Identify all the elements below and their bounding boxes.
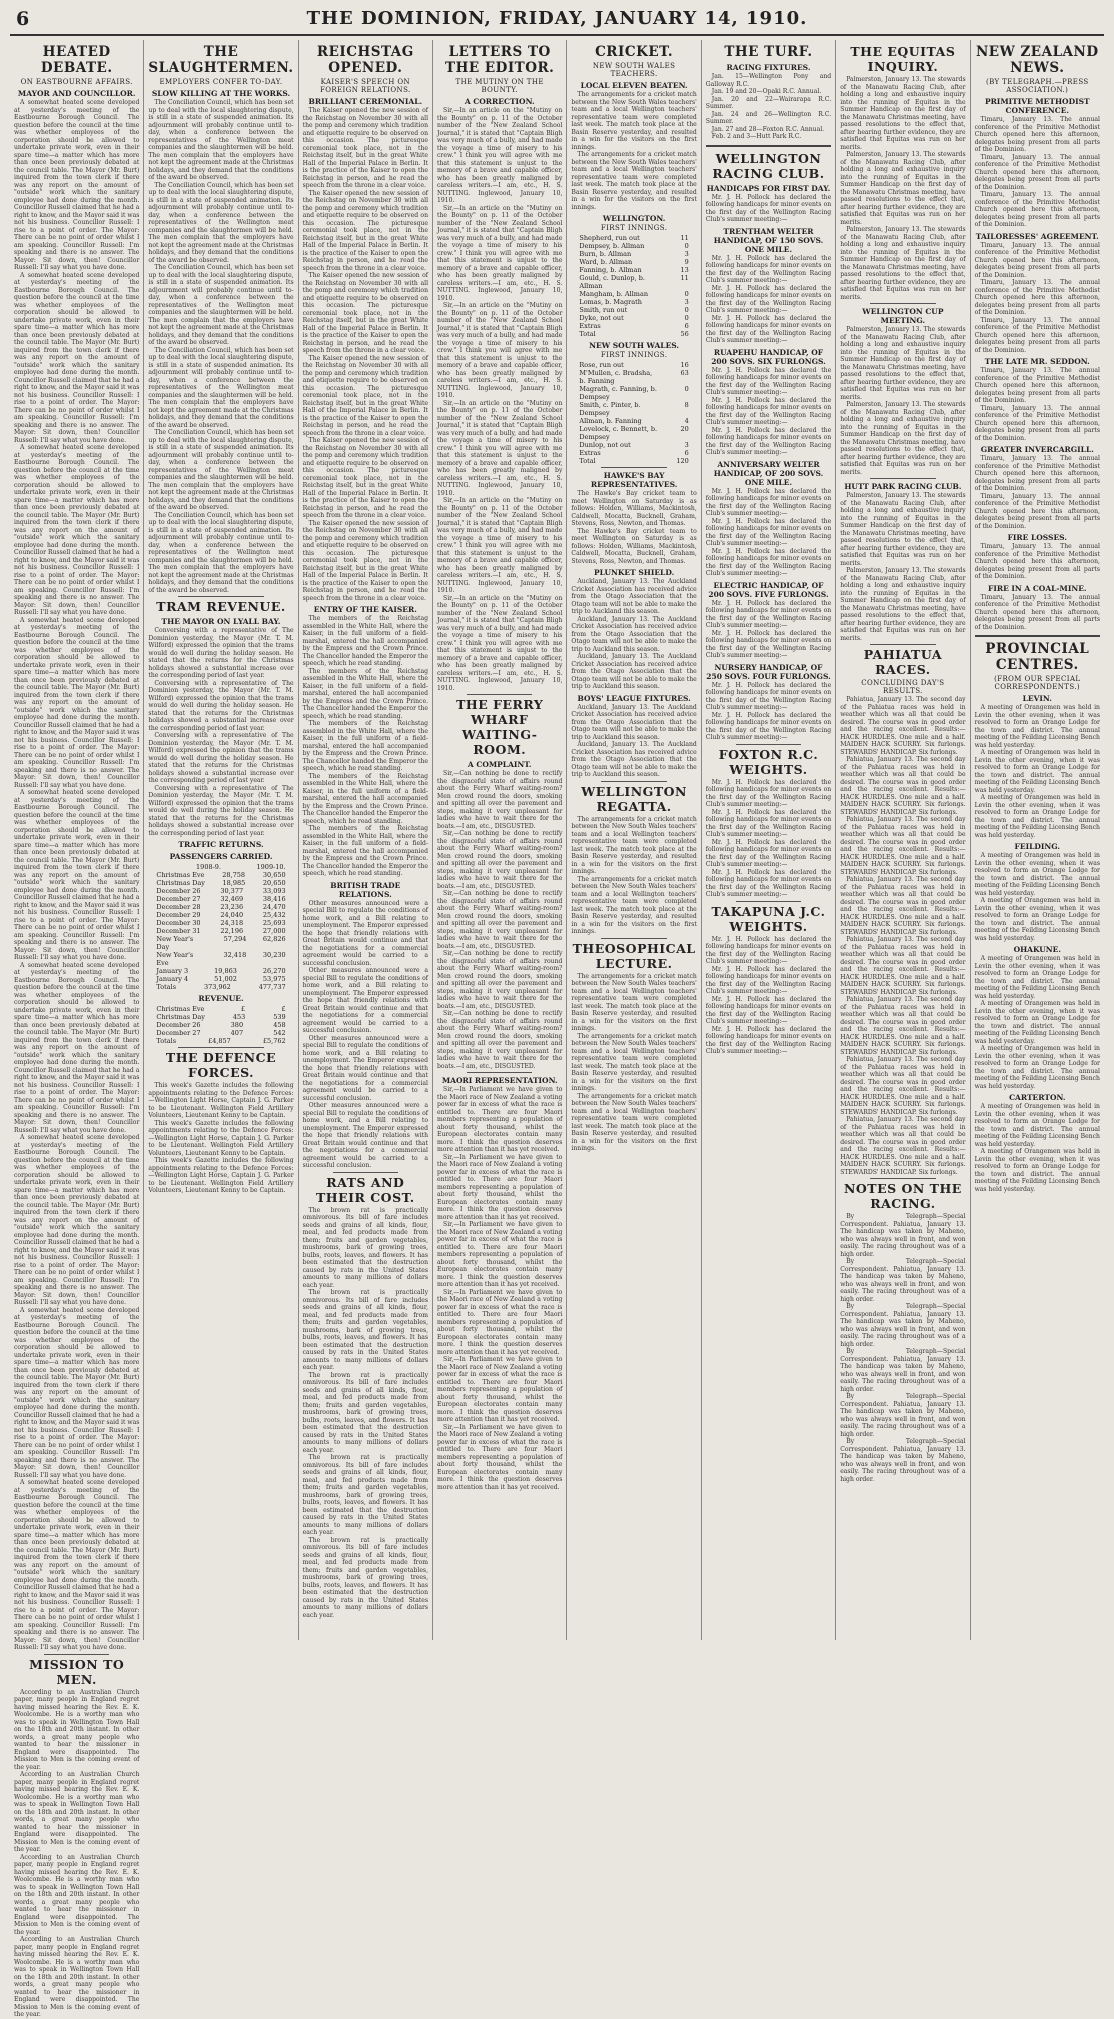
headline: TAKAPUNA J.C. WEIGHTS. [711,903,826,934]
article-body: The arrangements for a cricket match between the New South Wales teachers' team and a local Wellington teachers' representative team were completed last week. The match took place at the Basin Reserve yesterday, and resulted in a win for the visitors on the first innings. The arrangements for a cricket match between the New South Wales teachers' team and a local Wellington teachers' representative team were completed last week. The match took place at the Basin Reserve yesterday, and resulted in a win for the visitors on the first innings. [571,91,697,211]
table-cell: 3 [684,441,689,449]
section-heading: THE LATE MR. SEDDON. [984,357,1090,366]
article-body: Timaru, January 13. The annual conference of the Primitive Methodist Church opened here this afternoon, delegates being present from all parts of the Dominion. Timaru, January 13. The annual conference of the Primitive Methodist Church opened here this afternoon, delegates being present from all parts of the Dominion. Timaru, January 13. The annual conference of the Primitive Methodist Church opened here this afternoon, delegates being present from all parts of the Dominion. [974,241,1100,354]
newspaper-title: THE DOMINION, FRIDAY, JANUARY 14, 1910. [306,8,808,29]
subheadline: ON EASTBOURNE AFFAIRS. [20,78,133,86]
table-cell: 24,318 [220,919,244,927]
table-row [156,1005,285,1013]
table-cell: 11 [680,274,689,282]
column-1 [10,40,144,2018]
table-cell: December 29 [156,911,201,919]
table-cell: Dyke, not out [579,314,624,322]
subheadline: (BY TELEGRAPH.—PRESS ASSOCIATION.) [985,78,1089,94]
table-cell: 4 [684,417,689,425]
headline: THEOSOPHICAL LECTURE. [572,940,696,971]
table-cell: 3 [684,250,689,258]
section-heading: LOCAL ELEVEN BEATEN. [580,81,688,90]
table-cell: December 26 [156,1021,201,1029]
article-body: The arrangements for a cricket match between the New South Wales teachers' team and a local Wellington teachers' representative team were completed last week. The match took place at the Basin Reserve yesterday, and resulted in a win for the visitors on the first innings. The arrangements for a cricket match between the New South Wales teachers' team and a local Wellington teachers' representative team were completed last week. The match took place at the Basin Reserve yesterday, and resulted in a win for the visitors on the first innings. [571,815,697,935]
table-cell: Totals [156,1037,177,1045]
table-cell: Smith, run out [579,306,628,314]
column-7 [836,40,970,1640]
table-row [579,417,688,425]
headline: FOXTON R.C. WEIGHTS. [718,746,819,777]
article-body: The Hawke's Bay cricket team to meet Wellington on Saturday is as follows: Holden, Williams, Mackintosh, Caldwell, Mocatta, Bucknell, Graham, Stevens, Ross, Newton, and Thomas. The Hawke's Bay cricket team to meet Wellington on Saturday is as follows: Holden, Williams, Mackintosh, Caldwell, Mocatta, Bucknell, Graham, Stevens, Ross, Newton, and Thomas. [571,490,697,565]
article-body: Timaru, January 13. The annual conference of the Primitive Methodist Church opened here this afternoon, delegates being present from all parts of the Dominion. Timaru, January 13. The annual conference of the Primitive Methodist Church opened here this afternoon, delegates being present from all parts of the Dominion. [974,367,1100,442]
article-body: A somewhat heated scene developed at yesterday's meeting of the Eastbourne Borough Council. The question before the council at the time was whether employees of the corporation should be allowed to undertake private work, even in their spare time—a matter which has more than once been previously debated at the council table. The Mayor (Mr. Burt) inquired from the town clerk if there was any report on the amount of "outside" work which the sanitary employee had done during the month. Councillor Russell claimed that he had a right to know, and the Mayor said it was not his business. Councillor Russell: I rise to a point of order. The Mayor: There can be no point of order whilst I am speaking. Councillor Russell: I'm speaking and there is no answer. The Mayor: Sit down, then! Councillor Russell: I'll say what you have done. A somewhat heated scene developed at yesterday's meeting of the Eastbourne Borough Council. The question before the council at the time was whether employees of the corporation should be allowed to undertake private work, even in their spare time—a matter which has more than once been previously debated at the council table. The Mayor (Mr. Burt) inquired from the town clerk if there was any report on the amount of "outside" work which the sanitary employee had done during the month. Councillor Russell claimed that he had a right to know, and the Mayor said it was not his business. Councillor Russell: I rise to a point of order. The Mayor: There can be no point of order whilst I am speaking. Councillor Russell: I'm speaking and there is no answer. The Mayor: Sit down, then! Councillor Russell: I'll say what you have done. A somewhat heated scene developed at yesterday's meeting of the Eastbourne Borough Council. The question before the council at the time was whether employees of the corporation should be allowed to undertake private work, even in their spare time—a matter which has more than once been previously debated at the council table. The Mayor (Mr. Burt) inquired from the town clerk if there was any report on the amount of "outside" work which the sanitary employee had done during the month. Councillor Russell claimed that he had a right to know, and the Mayor said it was not his business. Councillor Russell: I rise to a point of order. The Mayor: There can be no point of order whilst I am speaking. Councillor Russell: I'm speaking and there is no answer. The Mayor: Sit down, then! Councillor Russell: I'll say what you have done. A somewhat heated scene developed at yesterday's meeting of the Eastbourne Borough Council. The question before the council at the time was whether employees of the corporation should be allowed to undertake private work, even in their spare time—a matter which has more than once been previously debated at the council table. The Mayor (Mr. Burt) inquired from the town clerk if there was any report on the amount of "outside" work which the sanitary employee had done during the month. Councillor Russell claimed that he had a right to know, and the Mayor said it was not his business. Councillor Russell: I rise to a point of order. The Mayor: There can be no point of order whilst I am speaking. Councillor Russell: I'm speaking and there is no answer. The Mayor: Sit down, then! Councillor Russell: I'll say what you have done. A somewhat heated scene developed at yesterday's meeting of the Eastbourne Borough Council. The question before the council at the time was whether employees of the corporation should be allowed to undertake private work, even in their spare time—a matter which has more than once been previously debated at the council table. The Mayor (Mr. Burt) inquired from the town clerk if there was any report on the amount of "outside" work which the sanitary employee had done during the month. Councillor Russell claimed that he had a right to know, and the Mayor said it was not his business. Councillor Russell: I rise to a point of order. The Mayor: There can be no point of order whilst I am speaking. Councillor Russell: I'm speaking and there is no answer. The Mayor: Sit down, then! Councillor Russell: I'll say what you have done. A somewhat heated scene developed at yesterday's meeting of the Eastbourne Borough Council. The question before the council at the time was whether employees of the corporation should be allowed to undertake private work, even in their spare time—a matter which has more than once been previously debated at the council table. The Mayor (Mr. Burt) inquired from the town clerk if there was any report on the amount of "outside" work which the sanitary employee had done during the month. Councillor Russell claimed that he had a right to know, and the Mayor said it was not his business. Councillor Russell: I rise to a point of order. The Mayor: There can be no point of order whilst I am speaking. Councillor Russell: I'm speaking and there is no answer. The Mayor: Sit down, then! Councillor Russell: I'll say what you have done. A somewhat heated scene developed at yesterday's meeting of the Eastbourne Borough Council. The question before the council at the time was whether employees of the corporation should be allowed to undertake private work, even in their spare time—a matter which has more than once been previously debated at the council table. The Mayor (Mr. Burt) inquired from the town clerk if there was any report on the amount of "outside" work which the sanitary employee had done during the month. Councillor Russell claimed that he had a right to know, and the Mayor said it was not his business. Councillor Russell: I rise to a point of order. The Mayor: There can be no point of order whilst I am speaking. Councillor Russell: I'm speaking and there is no answer. The Mayor: Sit down, then! Councillor Russell: I'll say what you have done. A somewhat heated scene developed at yesterday's meeting of the Eastbourne Borough Council. The question before the council at the time was whether employees of the corporation should be allowed to undertake private work, even in their spare time—a matter which has more than once been previously debated at the council table. The Mayor (Mr. Burt) inquired from the town clerk if there was any report on the amount of "outside" work which the sanitary employee had done during the month. Councillor Russell claimed that he had a right to know, and the Mayor said it was not his business. Councillor Russell: I rise to a point of order. The Mayor: There can be no point of order whilst I am speaking. Councillor Russell: I'm speaking and there is no answer. The Mayor: Sit down, then! Councillor Russell: I'll say what you have done. A somewhat heated scene developed at yesterday's meeting of the Eastbourne Borough Council. The question before the council at the time was whether employees of the corporation should be allowed to undertake private work, even in their spare time—a matter which has more than once been previously debated at the council table. The Mayor (Mr. Burt) inquired from the town clerk if there was any report on the amount of "outside" work which the sanitary employee had done during the month. Councillor Russell claimed that he had a right to know, and the Mayor said it was not his business. Councillor Russell: I rise to a point of order. The Mayor: There can be no point of order whilst I am speaking. Councillor Russell: I'm speaking and there is no answer. The Mayor: Sit down, then! Councillor Russell: I'll say what you have done. [14,99,140,1651]
table-row [579,258,688,266]
table-row [156,895,285,903]
headline: HEATED DEBATE. [40,44,113,76]
table-cell: 22,196 [220,927,244,935]
revenue-table [156,1005,285,1045]
article-body: Palmerston, January 13. The stewards of the Manawatu Racing Club, after holding a long and exhaustive inquiry into the running of Equitas in the Summer Handicap on the first day of the Manawatu Christmas meeting, have passed resolutions to the effect that, after hearing further evidence, they are satisfied that Equitas was run on her merits. Palmerston, January 13. The stewards of the Manawatu Racing Club, after holding a long and exhaustive inquiry into the running of Equitas in the Summer Handicap on the first day of the Manawatu Christmas meeting, have passed resolutions to the effect that, after hearing further evidence, they are satisfied that Equitas was run on her merits. [840,326,966,476]
section-heading: PRIMITIVE METHODIST CONFERENCE. [984,97,1090,115]
section-heading: BRITISH TRADE RELATIONS. [330,880,401,899]
race-heading: RUAPEHU HANDICAP, OF 200 SOVS. SIX FURLONGS. [711,347,826,366]
table-cell: 56 [680,330,689,338]
headline: PROVINCIAL CENTRES. [985,641,1090,673]
section-heading: MAORI REPRESENTATION. [441,1076,558,1085]
section-heading: FEILDING. [1014,842,1060,851]
section-heading: BRILLIANT CEREMONIAL. [308,97,423,106]
section-heading: LEVIN. [1022,694,1052,703]
headline: THE EQUITAS INQUIRY. [850,44,956,74]
table-row [579,322,688,330]
table-cell: December 28 [156,903,201,911]
table-row [156,911,285,919]
table-cell: 32,469 [220,895,244,903]
table-cell: December 27 [156,895,201,903]
headline: PAHIATUA RACES. [863,647,943,677]
headline: CRICKET. [595,44,674,60]
table-cell: 53,975 [262,975,286,983]
table-cell: 458 [273,1021,286,1029]
column-6 [702,40,836,1640]
headline: NEW ZEALAND NEWS. [975,44,1099,76]
table-cell: 38,416 [262,895,286,903]
race-heading: NURSERY HANDICAP, OF 250 SOVS. FOUR FURLONGS. [706,662,831,681]
table-row [579,234,688,242]
article-body: A meeting of Orangemen was held in Levin the other evening, when it was resolved to form an Orange Lodge for the town and district. The annual meeting of the Feilding Licensing Bench was held yesterday. A meeting of Orangemen was held in Levin the other evening, when it was resolved to form an Orange Lodge for the town and district. The annual meeting of the Feilding Licensing Bench was held yesterday. [974,1103,1100,1193]
headline: NOTES ON THE RACING. [843,1181,962,1211]
table-row [156,927,285,935]
table-cell: 24,470 [262,903,286,911]
fixture-item: Feb. 2 and 3—Hutt Park R.C. [711,133,802,140]
table-cell: 0 [684,306,689,314]
table-row [579,242,688,250]
subheadline: THE MUTINY ON THE BOUNTY. [455,78,544,94]
table-cell: Lovelock, c. Bennett, b. Dempsey [579,425,658,441]
table-cell: 30,650 [262,871,286,879]
table-cell: Christmas Eve [156,871,205,879]
article-body: A meeting of Orangemen was held in Levin the other evening, when it was resolved to form an Orange Lodge for the town and district. The annual meeting of the Feilding Licensing Bench was held yesterday. A meeting of Orangemen was held in Levin the other evening, when it was resolved to form an Orange Lodge for the town and district. The annual meeting of the Feilding Licensing Bench was held yesterday. A meeting of Orangemen was held in Levin the other evening, when it was resolved to form an Orange Lodge for the town and district. The annual meeting of the Feilding Licensing Bench was held yesterday. [974,955,1100,1090]
article-body: Palmerston, January 13. The stewards of the Manawatu Racing Club, after holding a long and exhaustive inquiry into the running of Equitas in the Summer Handicap on the first day of the Manawatu Christmas meeting, have passed resolutions to the effect that, after hearing further evidence, they are satisfied that Equitas was run on her merits. Palmerston, January 13. The stewards of the Manawatu Racing Club, after holding a long and exhaustive inquiry into the running of Equitas in the Summer Handicap on the first day of the Manawatu Christmas meeting, have passed resolutions to the effect that, after hearing further evidence, they are satisfied that Equitas was run on her merits. [840,492,966,642]
table-cell: £4,857 [208,1037,231,1045]
table-row [156,887,285,895]
section-heading: FIRE IN A COAL-MINE. [988,583,1087,593]
article-body: The members of the Reichstag assembled in the White Hall, where the Kaiser, in the full uniform of a field-marshal, entered the hall accompanied by the Empress and the Crown Prince. The Chancellor handed the Emperor the speech, which he read standing. The members of the Reichstag assembled in the White Hall, where the Kaiser, in the full uniform of a field-marshal, entered the hall accompanied by the Empress and the Crown Prince. The Chancellor handed the Emperor the speech, which he read standing. The members of the Reichstag assembled in the White Hall, where the Kaiser, in the full uniform of a field-marshal, entered the hall accompanied by the Empress and the Crown Prince. The Chancellor handed the Emperor the speech, which he read standing. The members of the Reichstag assembled in the White Hall, where the Kaiser, in the full uniform of a field-marshal, entered the hall accompanied by the Empress and the Crown Prince. The Chancellor handed the Emperor the speech, which he read standing. The members of the Reichstag assembled in the White Hall, where the Kaiser, in the full uniform of a field-marshal, entered the hall accompanied by the Empress and the Crown Prince. The Chancellor handed the Emperor the speech, which he read standing. [302,615,429,877]
section-heading: HAWKE'S BAY REPRESENTATIVES. [590,471,678,489]
fixture-item: Jan. 20 and 22—Wairarapa R.C. Summer. [705,95,832,110]
table-row [579,361,688,369]
table-cell: December 26 [156,887,201,895]
table-cell: Magrath, c. Fanning, b. Dempsey [579,385,657,401]
table-cell: New Year's Day [156,935,194,951]
table-cell: £ [240,1005,245,1013]
table-row [156,935,285,951]
table-row [579,266,688,274]
table-cell: 8 [684,401,689,409]
table-cell: 11 [680,234,689,242]
table-row [579,330,688,338]
table-cell: M'Mullen, c. Bradsha, b. Fanning [579,369,653,385]
table-row [156,967,285,975]
table-row [579,274,688,290]
headline: WELLINGTON RACING CLUB. [712,150,825,181]
table-cell: 25,693 [262,919,286,927]
section-heading: FIRE LOSSES. [1007,533,1067,542]
article-body: Timaru, January 13. The annual conference of the Primitive Methodist Church opened here this afternoon, delegates being present from all parts of the Dominion. Timaru, January 13. The annual conference of the Primitive Methodist Church opened here this afternoon, delegates being present from all parts of the Dominion. Timaru, January 13. The annual conference of the Primitive Methodist Church opened here this afternoon, delegates being present from all parts of the Dominion. [974,116,1100,228]
race-heading: ANNIVERSARY WELTER HANDICAP, OF 200 SOVS. ONE MILE. [713,459,824,487]
article-body: By Telegraph—Special Correspondent. Pahiatua, January 13. The handicap was taken by Maheno, who was always well in front, and won easily. The racing throughout was of a high order. By Telegraph—Special Correspondent. Pahiatua, January 13. The handicap was taken by Maheno, who was always well in front, and won easily. The racing throughout was of a high order. By Telegraph—Special Correspondent. Pahiatua, January 13. The handicap was taken by Maheno, who was always well in front, and won easily. The racing throughout was of a high order. By Telegraph—Special Correspondent. Pahiatua, January 13. The handicap was taken by Maheno, who was always well in front, and won easily. The racing throughout was of a high order. By Telegraph—Special Correspondent. Pahiatua, January 13. The handicap was taken by Maheno, who was always well in front, and won easily. The racing throughout was of a high order. By Telegraph—Special Correspondent. Pahiatua, January 13. The handicap was taken by Maheno, who was always well in front, and won easily. The racing throughout was of a high order. [840,1213,966,1483]
article-body: A meeting of Orangemen was held in Levin the other evening, when it was resolved to form an Orange Lodge for the town and district. The annual meeting of the Feilding Licensing Bench was held yesterday. A meeting of Orangemen was held in Levin the other evening, when it was resolved to form an Orange Lodge for the town and district. The annual meeting of the Feilding Licensing Bench was held yesterday. [974,852,1100,942]
article-body: Conversing with a representative of The Dominion yesterday, the Mayor (Mr. T. M. Wilford) expressed the opinion that the trams would do well during the holiday season. He stated that the returns for the Christmas holidays showed a substantial increase over the corresponding period of last year. Conversing with a representative of The Dominion yesterday, the Mayor (Mr. T. M. Wilford) expressed the opinion that the trams would do well during the holiday season. He stated that the returns for the Christmas holidays showed a substantial increase over the corresponding period of last year. Conversing with a representative of The Dominion yesterday, the Mayor (Mr. T. M. Wilford) expressed the opinion that the trams would do well during the holiday season. He stated that the returns for the Christmas holidays showed a substantial increase over the corresponding period of last year. Conversing with a representative of The Dominion yesterday, the Mayor (Mr. T. M. Wilford) expressed the opinion that the trams would do well during the holiday season. He stated that the returns for the Christmas holidays showed a substantial increase over the corresponding period of last year. [148,627,294,837]
section-heading: HUTT PARK RACING CLUB. [844,482,962,491]
table-cell: 28,758 [222,871,245,879]
table-row [579,385,688,401]
table-row [579,457,688,465]
subheadline: NEW SOUTH WALES TEACHERS. [592,62,676,78]
subheadline: (FROM OUR SPECIAL CORRESPONDENTS.) [994,675,1081,691]
headline: RATS AND THEIR COST. [316,1174,415,1205]
table-row [156,983,285,991]
innings-title: NEW SOUTH WALES. [589,341,680,350]
innings-subtitle: FIRST INNINGS. [600,224,668,232]
table-cell: 0 [684,242,689,250]
article-body: Mr. J. H. Pollock has declared the following handicaps for minor events on the first day of the Wellington Racing Club's summer meeting:— Mr. J. H. Pollock has declared the following handicaps for minor events on the first day of the Wellington Racing Club's summer meeting:— Mr. J. H. Pollock has declared the following handicaps for minor events on the first day of the Wellington Racing Club's summer meeting:— [705,487,832,577]
innings-title: WELLINGTON. [602,214,666,223]
section-heading: RACING FIXTURES. [726,63,811,72]
headline: THE FERRY WHARF WAITING-ROOM. [456,697,544,757]
table-cell: 3 [684,298,689,306]
article-body: Mr. J. H. Pollock has declared the following handicaps for minor events on the first day of the Wellington Racing Club's summer meeting:— Mr. J. H. Pollock has declared the following handicaps for minor events on the first day of the Wellington Racing Club's summer meeting:— [705,681,832,741]
article-body: This week's Gazette includes the following appointments relating to the Defence Forces:—Wellington Light Horse, Captain J. G. Parker to be Lieutenant. Wellington Field Artillery Volunteers, Lieutenant Kenny to be Captain. This week's Gazette includes the following appointments relating to the Defence Forces:—Wellington Light Horse, Captain J. G. Parker to be Lieutenant. Wellington Field Artillery Volunteers, Lieutenant Kenny to be Captain. This week's Gazette includes the following appointments relating to the Defence Forces:—Wellington Light Horse, Captain J. G. Parker to be Lieutenant. Wellington Field Artillery Volunteers, Lieutenant Kenny to be Captain. [148,1082,294,1194]
table-row [156,879,285,887]
table-row [156,919,285,927]
table-cell: Gould, c. Dunlop, b. Allman [579,274,645,290]
table-cell: 477,737 [258,983,286,991]
article-body: Auckland, January 13. The Auckland Cricket Association has received advice from the Otago Association that the Otago team will not be able to make the trip to Auckland this season. Auckland, January 13. The Auckland Cricket Association has received advice from the Otago Association that the Otago team will not be able to make the trip to Auckland this season. Auckland, January 13. The Auckland Cricket Association has received advice from the Otago Association that the Otago team will not be able to make the trip to Auckland this season. [571,578,697,690]
article-body: Timaru, January 13. The annual conference of the Primitive Methodist Church opened here this afternoon, delegates being present from all parts of the Dominion. [974,543,1100,580]
table-cell: 9 [684,258,689,266]
table-cell: December 30 [156,919,201,927]
article-body: Timaru, January 13. The annual conference of the Primitive Methodist Church opened here this afternoon, delegates being present from all parts of the Dominion. [974,593,1100,631]
table-cell: New Year's Eve [156,951,194,967]
table-row [156,951,285,967]
article-body: The arrangements for a cricket match between the New South Wales teachers' team and a local Wellington teachers' representative team were completed last week. The match took place at the Basin Reserve yesterday, and resulted in a win for the visitors on the first innings. The arrangements for a cricket match between the New South Wales teachers' team and a local Wellington teachers' representative team were completed last week. The match took place at the Basin Reserve yesterday, and resulted in a win for the visitors on the first innings. The arrangements for a cricket match between the New South Wales teachers' team and a local Wellington teachers' representative team were completed last week. The match took place at the Basin Reserve yesterday, and resulted in a win for the visitors on the first innings. [571,972,697,1152]
table-row [156,975,285,983]
table-cell: 30,230 [262,951,286,959]
table-title: REVENUE. [198,994,244,1003]
table-cell: 453 [232,1013,246,1021]
table-cell: 25,432 [262,911,286,919]
headline: THE SLAUGHTERMEN. [148,44,294,76]
section-heading: GREATER INVERCARGILL. [980,445,1094,454]
section-heading: CARTERTON. [1009,1093,1066,1102]
section-heading: A CORRECTION. [464,97,535,106]
table-cell: 13 [680,266,689,274]
section-heading: HANDICAPS FOR FIRST DAY. [706,183,831,193]
table-cell: 542 [273,1029,286,1037]
table-cell: 51,002 [214,975,237,983]
article-body: Sir,—In Parliament we have given to the Maori race of New Zealand a voting power far in excess of what the race is entitled to. There are four Maori members representing a population of about forty thousand, whilst the European electorates contain many more. I think the question deserves more attention than it has yet received. Sir,—In Parliament we have given to the Maori race of New Zealand a voting power far in excess of what the race is entitled to. There are four Maori members representing a population of about forty thousand, whilst the European electorates contain many more. I think the question deserves more attention than it has yet received. Sir,—In Parliament we have given to the Maori race of New Zealand a voting power far in excess of what the race is entitled to. There are four Maori members representing a population of about forty thousand, whilst the European electorates contain many more. I think the question deserves more attention than it has yet received. Sir,—In Parliament we have given to the Maori race of New Zealand a voting power far in excess of what the race is entitled to. There are four Maori members representing a population of about forty thousand, whilst the European electorates contain many more. I think the question deserves more attention than it has yet received. Sir,—In Parliament we have given to the Maori race of New Zealand a voting power far in excess of what the race is entitled to. There are four Maori members representing a population of about forty thousand, whilst the European electorates contain many more. I think the question deserves more attention than it has yet received. Sir,—In Parliament we have given to the Maori race of New Zealand a voting power far in excess of what the race is entitled to. There are four Maori members representing a population of about forty thousand, whilst the European electorates contain many more. I think the question deserves more attention than it has yet received. [437,1086,563,1491]
article-body: Mr. J. H. Pollock has declared the following handicaps for minor events on the first day of the Wellington Racing Club's summer meeting:— [705,193,832,223]
headline: LETTERS TO THE EDITOR. [445,44,555,76]
table-cell: Smith, c. Pinter, b. Dempsey [579,401,641,417]
headline: TRAM REVENUE. [156,599,286,614]
table-cell: 57,294 [223,935,247,943]
table-cell: Ward, b. Allman [579,258,633,266]
article-body: Sir,—In an article on the "Mutiny on the Bounty" on p. 11 of the October number of the "New Zealand School Journal," it is stated that "Captain Bligh was very much of a bully, and had made the voyage a time of misery to his crew." I think you will agree with me that this statement is unjust to the memory of a brave and capable officer, who has been greatly maligned by careless writers.—I am, etc., H. S. NUTTING. Inglewood, January 10, 1910. Sir,—In an article on the "Mutiny on the Bounty" on p. 11 of the October number of the "New Zealand School Journal," it is stated that "Captain Bligh was very much of a bully, and had made the voyage a time of misery to his crew." I think you will agree with me that this statement is unjust to the memory of a brave and capable officer, who has been greatly maligned by careless writers.—I am, etc., H. S. NUTTING. Inglewood, January 10, 1910. Sir,—In an article on the "Mutiny on the Bounty" on p. 11 of the October number of the "New Zealand School Journal," it is stated that "Captain Bligh was very much of a bully, and had made the voyage a time of misery to his crew." I think you will agree with me that this statement is unjust to the memory of a brave and capable officer, who has been greatly maligned by careless writers.—I am, etc., H. S. NUTTING. Inglewood, January 10, 1910. Sir,—In an article on the "Mutiny on the Bounty" on p. 11 of the October number of the "New Zealand School Journal," it is stated that "Captain Bligh was very much of a bully, and had made the voyage a time of misery to his crew." I think you will agree with me that this statement is unjust to the memory of a brave and capable officer, who has been greatly maligned by careless writers.—I am, etc., H. S. NUTTING. Inglewood, January 10, 1910. Sir,—In an article on the "Mutiny on the Bounty" on p. 11 of the October number of the "New Zealand School Journal," it is stated that "Captain Bligh was very much of a bully, and had made the voyage a time of misery to his crew." I think you will agree with me that this statement is unjust to the memory of a brave and capable officer, who has been greatly maligned by careless writers.—I am, etc., H. S. NUTTING. Inglewood, January 10, 1910. Sir,—In an article on the "Mutiny on the Bounty" on p. 11 of the October number of the "New Zealand School Journal," it is stated that "Captain Bligh was very much of a bully, and had made the voyage a time of misery to his crew." I think you will agree with me that this statement is unjust to the memory of a brave and capable officer, who has been greatly maligned by careless writers.—I am, etc., H. S. NUTTING. Inglewood, January 10, 1910. [437,107,563,692]
table-cell: December 31 [156,927,201,935]
table-cell: Shepherd, run out [579,234,640,242]
table-cell: Mangham, b. Allman [579,290,649,298]
table-cell: 18,985 [222,879,246,887]
table-cell: 6 [684,322,689,330]
article-body: Mr. J. H. Pollock has declared the following handicaps for minor events on the first day of the Wellington Racing Club's summer meeting:— Mr. J. H. Pollock has declared the following handicaps for minor events on the first day of the Wellington Racing Club's summer meeting:— [705,599,832,659]
table-cell: Christmas Day [156,879,205,887]
headline: MISSION TO MEN. [29,1656,125,1687]
table-row [156,1021,285,1029]
table-row [579,441,688,449]
table-row [156,871,285,879]
innings-subtitle: FIRST INNINGS. [600,351,668,359]
article-body: According to an Australian Church paper, many people in England regret having missed hearing the Rev. E. K. Woolcombe. He is a worthy man who was to speak in Wellington Town Hall on the 18th and 20th instant. In other words, a great many people who wanted to hear the missioner in England were disappointed. The Mission to Men is the coming event of the year. According to an Australian Church paper, many people in England regret having missed hearing the Rev. E. K. Woolcombe. He is a worthy man who was to speak in Wellington Town Hall on the 18th and 20th instant. In other words, a great many people who wanted to hear the missioner in England were disappointed. The Mission to Men is the coming event of the year. According to an Australian Church paper, many people in England regret having missed hearing the Rev. E. K. Woolcombe. He is a worthy man who was to speak in Wellington Town Hall on the 18th and 20th instant. In other words, a great many people who wanted to hear the missioner in England were disappointed. The Mission to Men is the coming event of the year. According to an Australian Church paper, many people in England regret having missed hearing the Rev. E. K. Woolcombe. He is a worthy man who was to speak in Wellington Town Hall on the 18th and 20th instant. In other words, a great many people who wanted to hear the missioner in England were disappointed. The Mission to Men is the coming event of the year. [14,1688,140,2018]
section-heading: TRAFFIC RETURNS. [178,840,264,849]
article-body: Mr. J. H. Pollock has declared the following handicaps for minor events on the first day of the Wellington Racing Club's summer meeting:— Mr. J. H. Pollock has declared the following handicaps for minor events on the first day of the Wellington Racing Club's summer meeting:— Mr. J. H. Pollock has declared the following handicaps for minor events on the first day of the Wellington Racing Club's summer meeting:— [705,366,832,456]
table-cell: 20 [680,425,689,433]
table-cell: Extras [579,322,601,330]
column-2 [144,40,298,1640]
table-cell: 27,000 [262,927,286,935]
table-title: PASSENGERS CARRIED. [169,852,273,861]
table-cell: 6 [684,449,689,457]
table-cell: 539 [273,1013,286,1021]
table-cell: 63 [680,369,689,377]
section-heading: BOYS' LEAGUE FIXTURES. [577,693,691,703]
table-row [579,369,688,385]
section-heading: A COMPLAINT. [467,760,532,769]
table-row [156,1037,285,1045]
table-cell: 33,093 [262,887,286,895]
table-row [156,1029,285,1037]
section-heading: OHAKUNE. [1013,945,1061,954]
table-cell: January 3 [156,967,189,975]
subheadline: EMPLOYERS CONFER TO-DAY. [159,78,283,86]
table-cell: Rose, run out [579,361,624,369]
table-cell: Allman, b. Fanning [579,417,642,425]
table-cell: 26,270 [262,967,286,975]
column-3 [299,40,433,1640]
table-cell: Dunlop, not out [579,441,631,449]
table-cell: 1909-10. [256,863,286,871]
table-cell: Fanning, b. Allman [579,266,642,274]
masthead [10,6,1104,36]
article-body: The Kaiser opened the new session of the Reichstag on November 30 with all the pomp and ceremony which tradition and etiquette require to be observed on this occasion. The picturesque ceremonial took place, not in the Reichstag itself, but in the great White Hall of the Imperial Palace in Berlin. It is the practice of the Kaiser to open the Reichstag in person, and he read the speech from the throne in a clear voice. The Kaiser opened the new session of the Reichstag on November 30 with all the pomp and ceremony which tradition and etiquette require to be observed on this occasion. The picturesque ceremonial took place, not in the Reichstag itself, but in the great White Hall of the Imperial Palace in Berlin. It is the practice of the Kaiser to open the Reichstag in person, and he read the speech from the throne in a clear voice. The Kaiser opened the new session of the Reichstag on November 30 with all the pomp and ceremony which tradition and etiquette require to be observed on this occasion. The picturesque ceremonial took place, not in the Reichstag itself, but in the great White Hall of the Imperial Palace in Berlin. It is the practice of the Kaiser to open the Reichstag in person, and he read the speech from the throne in a clear voice. The Kaiser opened the new session of the Reichstag on November 30 with all the pomp and ceremony which tradition and etiquette require to be observed on this occasion. The picturesque ceremonial took place, not in the Reichstag itself, but in the great White Hall of the Imperial Palace in Berlin. It is the practice of the Kaiser to open the Reichstag in person, and he read the speech from the throne in a clear voice. The Kaiser opened the new session of the Reichstag on November 30 with all the pomp and ceremony which tradition and etiquette require to be observed on this occasion. The picturesque ceremonial took place, not in the Reichstag itself, but in the great White Hall of the Imperial Palace in Berlin. It is the practice of the Kaiser to open the Reichstag in person, and he read the speech from the throne in a clear voice. The Kaiser opened the new session of the Reichstag on November 30 with all the pomp and ceremony which tradition and etiquette require to be observed on this occasion. The picturesque ceremonial took place, not in the Reichstag itself, but in the great White Hall of the Imperial Palace in Berlin. It is the practice of the Kaiser to open the Reichstag in person, and he read the speech from the throne in a clear voice. [302,107,429,602]
table-cell: 62,826 [262,935,286,943]
table-row [156,863,285,871]
article-body: Mr. J. H. Pollock has declared the following handicaps for minor events on the first day of the Wellington Racing Club's summer meeting:— Mr. J. H. Pollock has declared the following handicaps for minor events on the first day of the Wellington Racing Club's summer meeting:— Mr. J. H. Pollock has declared the following handicaps for minor events on the first day of the Wellington Racing Club's summer meeting:— Mr. J. H. Pollock has declared the following handicaps for minor events on the first day of the Wellington Racing Club's summer meeting:— [705,778,832,898]
race-heading: ELECTRIC HANDICAP, OF 200 SOVS. FIVE FURLONGS. [708,580,829,599]
table-cell: 0 [684,385,689,393]
table-row [156,903,285,911]
table-cell: December 27 [156,1029,201,1037]
scorecard-table [579,234,688,338]
table-cell: Total [579,457,596,465]
table-cell: 407 [230,1029,244,1037]
headline: THE DEFENCE FORCES. [165,1050,277,1080]
section-heading: THE MAYOR ON LYALL BAY. [161,617,281,626]
table-row [579,250,688,258]
table-cell: 23,236 [220,903,244,911]
section-heading: TAILORESSES' AGREEMENT. [975,231,1099,241]
table-cell: Christmas Day [156,1013,205,1021]
article-body: Timaru, January 13. The annual conference of the Primitive Methodist Church opened here this afternoon, delegates being present from all parts of the Dominion. Timaru, January 13. The annual conference of the Primitive Methodist Church opened here this afternoon, delegates being present from all parts of the Dominion. [974,455,1100,530]
headline: WELLINGTON REGATTA. [581,783,687,814]
table-cell: 30,377 [220,887,244,895]
article-body: Palmerston, January 13. The stewards of the Manawatu Racing Club, after holding a long and exhaustive inquiry into the running of Equitas in the Summer Handicap on the first day of the Manawatu Christmas meeting, have passed resolutions to the effect that, after hearing further evidence, they are satisfied that Equitas was run on her merits. Palmerston, January 13. The stewards of the Manawatu Racing Club, after holding a long and exhaustive inquiry into the running of Equitas in the Summer Handicap on the first day of the Manawatu Christmas meeting, have passed resolutions to the effect that, after hearing further evidence, they are satisfied that Equitas was run on her merits. Palmerston, January 13. The stewards of the Manawatu Racing Club, after holding a long and exhaustive inquiry into the running of Equitas in the Summer Handicap on the first day of the Manawatu Christmas meeting, have passed resolutions to the effect that, after hearing further evidence, they are satisfied that Equitas was run on her merits. [840,76,966,301]
table-cell: Extras [579,449,601,457]
table-cell: 0 [684,290,689,298]
table-cell: 16 [680,361,689,369]
table-row [579,401,688,417]
table-cell: 19,863 [214,967,237,975]
table-row [579,306,688,314]
table-cell: Christmas Eve [156,1005,205,1013]
table-cell: 0 [684,314,689,322]
table-cell: 32,418 [223,951,247,959]
table-cell: Burn, b. Allman [579,250,632,258]
column-8 [971,40,1104,1640]
table-cell: Total [579,330,596,338]
article-body: Sir,—Can nothing be done to rectify the disgraceful state of affairs round about the Ferry Wharf waiting-room? Men crowd round the doors, smoking and spitting all over the pavement and steps, making it very unpleasant for ladies who have to wait there for the boats.—I am, etc., DISGUSTED. Sir,—Can nothing be done to rectify the disgraceful state of affairs round about the Ferry Wharf waiting-room? Men crowd round the doors, smoking and spitting all over the pavement and steps, making it very unpleasant for ladies who have to wait there for the boats.—I am, etc., DISGUSTED. Sir,—Can nothing be done to rectify the disgraceful state of affairs round about the Ferry Wharf waiting-room? Men crowd round the doors, smoking and spitting all over the pavement and steps, making it very unpleasant for ladies who have to wait there for the boats.—I am, etc., DISGUSTED. Sir,—Can nothing be done to rectify the disgraceful state of affairs round about the Ferry Wharf waiting-room? Men crowd round the doors, smoking and spitting all over the pavement and steps, making it very unpleasant for ladies who have to wait there for the boats.—I am, etc., DISGUSTED. Sir,—Can nothing be done to rectify the disgraceful state of affairs round about the Ferry Wharf waiting-room? Men crowd round the doors, smoking and spitting all over the pavement and steps, making it very unpleasant for ladies who have to wait there for the boats.—I am, etc., DISGUSTED. [437,770,563,1070]
article-body: Pahiatua, January 13. The second day of the Pahiatua races was held in weather which was all that could be desired. The course was in good order and the racing excellent. Results:—HACK HURDLES. One mile and a half. MAIDEN HACK SCURRY. Six furlongs. STEWARDS' HANDICAP. Six furlongs. Pahiatua, January 13. The second day of the Pahiatua races was held in weather which was all that could be desired. The course was in good order and the racing excellent. Results:—HACK HURDLES. One mile and a half. MAIDEN HACK SCURRY. Six furlongs. STEWARDS' HANDICAP. Six furlongs. Pahiatua, January 13. The second day of the Pahiatua races was held in weather which was all that could be desired. The course was in good order and the racing excellent. Results:—HACK HURDLES. One mile and a half. MAIDEN HACK SCURRY. Six furlongs. STEWARDS' HANDICAP. Six furlongs. Pahiatua, January 13. The second day of the Pahiatua races was held in weather which was all that could be desired. The course was in good order and the racing excellent. Results:—HACK HURDLES. One mile and a half. MAIDEN HACK SCURRY. Six furlongs. STEWARDS' HANDICAP. Six furlongs. Pahiatua, January 13. The second day of the Pahiatua races was held in weather which was all that could be desired. The course was in good order and the racing excellent. Results:—HACK HURDLES. One mile and a half. MAIDEN HACK SCURRY. Six furlongs. STEWARDS' HANDICAP. Six furlongs. Pahiatua, January 13. The second day of the Pahiatua races was held in weather which was all that could be desired. The course was in good order and the racing excellent. Results:—HACK HURDLES. One mile and a half. MAIDEN HACK SCURRY. Six furlongs. STEWARDS' HANDICAP. Six furlongs. Pahiatua, January 13. The second day of the Pahiatua races was held in weather which was all that could be desired. The course was in good order and the racing excellent. Results:—HACK HURDLES. One mile and a half. MAIDEN HACK SCURRY. Six furlongs. STEWARDS' HANDICAP. Six furlongs. Pahiatua, January 13. The second day of the Pahiatua races was held in weather which was all that could be desired. The course was in good order and the racing excellent. Results:—HACK HURDLES. One mile and a half. MAIDEN HACK SCURRY. Six furlongs. STEWARDS' HANDICAP. Six furlongs. [840,696,966,1176]
table-row [579,425,688,441]
table-cell: 24,040 [220,911,244,919]
subheadline: KAISER'S SPEECH ON FOREIGN RELATIONS. [319,78,411,94]
article-body: Auckland, January 13. The Auckland Cricket Association has received advice from the Otago Association that the Otago team will not be able to make the trip to Auckland this season. Auckland, January 13. The Auckland Cricket Association has received advice from the Otago Association that the Otago team will not be able to make the trip to Auckland this season. [571,703,697,778]
article-body: Other measures announced were a special Bill to regulate the conditions of home work, and a Bill relating to unemployment. The Emperor expressed the hope that friendly relations with Great Britain would continue and that the negotiations for a commercial agreement would be carried to a successful conclusion. Other measures announced were a special Bill to regulate the conditions of home work, and a Bill relating to unemployment. The Emperor expressed the hope that friendly relations with Great Britain would continue and that the negotiations for a commercial agreement would be carried to a successful conclusion. Other measures announced were a special Bill to regulate the conditions of home work, and a Bill relating to unemployment. The Emperor expressed the hope that friendly relations with Great Britain would continue and that the negotiations for a commercial agreement would be carried to a successful conclusion. Other measures announced were a special Bill to regulate the conditions of home work, and a Bill relating to unemployment. The Emperor expressed the hope that friendly relations with Great Britain would continue and that the negotiations for a commercial agreement would be carried to a successful conclusion. [302,899,429,1169]
table-row [579,449,688,457]
table-cell: 120 [676,457,689,465]
column-5 [567,40,701,1640]
table-cell: £5,762 [262,1037,286,1045]
table-row [579,298,688,306]
section-heading: PLUNKET SHIELD. [594,568,675,577]
table-cell: Dempsey, b. Allman [579,242,645,250]
fixture-item: Jan. 24 and 26—Wellington R.C. Summer. [705,110,832,125]
passengers-table [156,863,285,991]
article-body: Mr. J. H. Pollock has declared the following handicaps for minor events on the first day of the Wellington Racing Club's summer meeting:— Mr. J. H. Pollock has declared the following handicaps for minor events on the first day of the Wellington Racing Club's summer meeting:— Mr. J. H. Pollock has declared the following handicaps for minor events on the first day of the Wellington Racing Club's summer meeting:— Mr. J. H. Pollock has declared the following handicaps for minor events on the first day of the Wellington Racing Club's summer meeting:— [705,935,832,1055]
section-heading: WELLINGTON CUP MEETING. [862,307,944,325]
headline: REICHSTAG OPENED. [316,44,414,76]
table-cell: Totals [156,983,177,991]
article-body: The brown rat is practically omnivorous. Its bill of fare includes seeds and grains of all kinds, flour, meal, and fed products made from them; fruits and garden vegetables, mushrooms, bark of growing trees, bulbs, roots, leaves, and flowers. It has been estimated that the destruction caused by rats in the United States amounts to many millions of dollars each year. The brown rat is practically omnivorous. Its bill of fare includes seeds and grains of all kinds, flour, meal, and fed products made from them; fruits and garden vegetables, mushrooms, bark of growing trees, bulbs, roots, leaves, and flowers. It has been estimated that the destruction caused by rats in the United States amounts to many millions of dollars each year. The brown rat is practically omnivorous. Its bill of fare includes seeds and grains of all kinds, flour, meal, and fed products made from them; fruits and garden vegetables, mushrooms, bark of growing trees, bulbs, roots, leaves, and flowers. It has been estimated that the destruction caused by rats in the United States amounts to many millions of dollars each year. The brown rat is practically omnivorous. Its bill of fare includes seeds and grains of all kinds, flour, meal, and fed products made from them; fruits and garden vegetables, mushrooms, bark of growing trees, bulbs, roots, leaves, and flowers. It has been estimated that the destruction caused by rats in the United States amounts to many millions of dollars each year. The brown rat is practically omnivorous. Its bill of fare includes seeds and grains of all kinds, flour, meal, and fed products made from them; fruits and garden vegetables, mushrooms, bark of growing trees, bulbs, roots, leaves, and flowers. It has been estimated that the destruction caused by rats in the United States amounts to many millions of dollars each year. [302,1206,429,1619]
table-cell: Lomas, b. Magrath [579,298,642,306]
article-body: The Conciliation Council, which has been set up to deal with the local slaughtering dispute, is still in a state of suspended animation. Its adjournment will probably continue until to-day, when a conference between the representatives of the Wellington meat companies and the slaughtermen will be held. The men complain that the employers have not kept the agreement made at the Christmas holidays, and they demand that the conditions of the award be observed. The Conciliation Council, which has been set up to deal with the local slaughtering dispute, is still in a state of suspended animation. Its adjournment will probably continue until to-day, when a conference between the representatives of the Wellington meat companies and the slaughtermen will be held. The men complain that the employers have not kept the agreement made at the Christmas holidays, and they demand that the conditions of the award be observed. The Conciliation Council, which has been set up to deal with the local slaughtering dispute, is still in a state of suspended animation. Its adjournment will probably continue until to-day, when a conference between the representatives of the Wellington meat companies and the slaughtermen will be held. The men complain that the employers have not kept the agreement made at the Christmas holidays, and they demand that the conditions of the award be observed. The Conciliation Council, which has been set up to deal with the local slaughtering dispute, is still in a state of suspended animation. Its adjournment will probably continue until to-day, when a conference between the representatives of the Wellington meat companies and the slaughtermen will be held. The men complain that the employers have not kept the agreement made at the Christmas holidays, and they demand that the conditions of the award be observed. The Conciliation Council, which has been set up to deal with the local slaughtering dispute, is still in a state of suspended animation. Its adjournment will probably continue until to-day, when a conference between the representatives of the Wellington meat companies and the slaughtermen will be held. The men complain that the employers have not kept the agreement made at the Christmas holidays, and they demand that the conditions of the award be observed. The Conciliation Council, which has been set up to deal with the local slaughtering dispute, is still in a state of suspended animation. Its adjournment will probably continue until to-day, when a conference between the representatives of the Wellington meat companies and the slaughtermen will be held. The men complain that the employers have not kept the agreement made at the Christmas holidays, and they demand that the conditions of the award be observed. [148,99,294,594]
table-cell: 380 [230,1021,244,1029]
table-row [579,290,688,298]
table-cell: £ [281,1005,286,1013]
page-number: 6 [16,8,30,30]
section-heading: MAYOR AND COUNCILLOR. [17,89,136,98]
table-cell: 20,650 [262,879,286,887]
article-body: A meeting of Orangemen was held in Levin the other evening, when it was resolved to form an Orange Lodge for the town and district. The annual meeting of the Feilding Licensing Bench was held yesterday. A meeting of Orangemen was held in Levin the other evening, when it was resolved to form an Orange Lodge for the town and district. The annual meeting of the Feilding Licensing Bench was held yesterday. A meeting of Orangemen was held in Levin the other evening, when it was resolved to form an Orange Lodge for the town and district. The annual meeting of the Feilding Licensing Bench was held yesterday. [974,704,1100,839]
table-cell: January 4 [156,975,189,983]
fixture-item: Jan. 15—Wellington Pony and Galloway R.C. [705,73,832,88]
table-cell: 1908-9. [196,863,221,871]
table-cell: 373,962 [203,983,231,991]
headline: THE TURF. [724,44,813,60]
race-heading: TRENTHAM WELTER HANDICAP, OF 150 SOVS. ONE MILE. [713,226,824,254]
fixture-item: Jan. 27 and 28—Foxton R.C. Annual. [711,125,825,133]
subheadline: CONCLUDING DAY'S RESULTS. [861,679,945,695]
scorecard-table [579,361,688,465]
column-4 [433,40,567,1640]
fixture-item: Jan. 19 and 20—Opaki R.C. Annual. [711,88,822,95]
article-body: Mr. J. H. Pollock has declared the following handicaps for minor events on the first day of the Wellington Racing Club's summer meeting:— Mr. J. H. Pollock has declared the following handicaps for minor events on the first day of the Wellington Racing Club's summer meeting:— Mr. J. H. Pollock has declared the following handicaps for minor events on the first day of the Wellington Racing Club's summer meeting:— [705,254,832,344]
section-heading: SLOW KILLING AT THE WORKS. [151,89,291,98]
table-row [579,314,688,322]
table-row [156,1013,285,1021]
fixtures-list [706,73,831,141]
section-heading: ENTRY OF THE KAISER. [313,605,417,614]
